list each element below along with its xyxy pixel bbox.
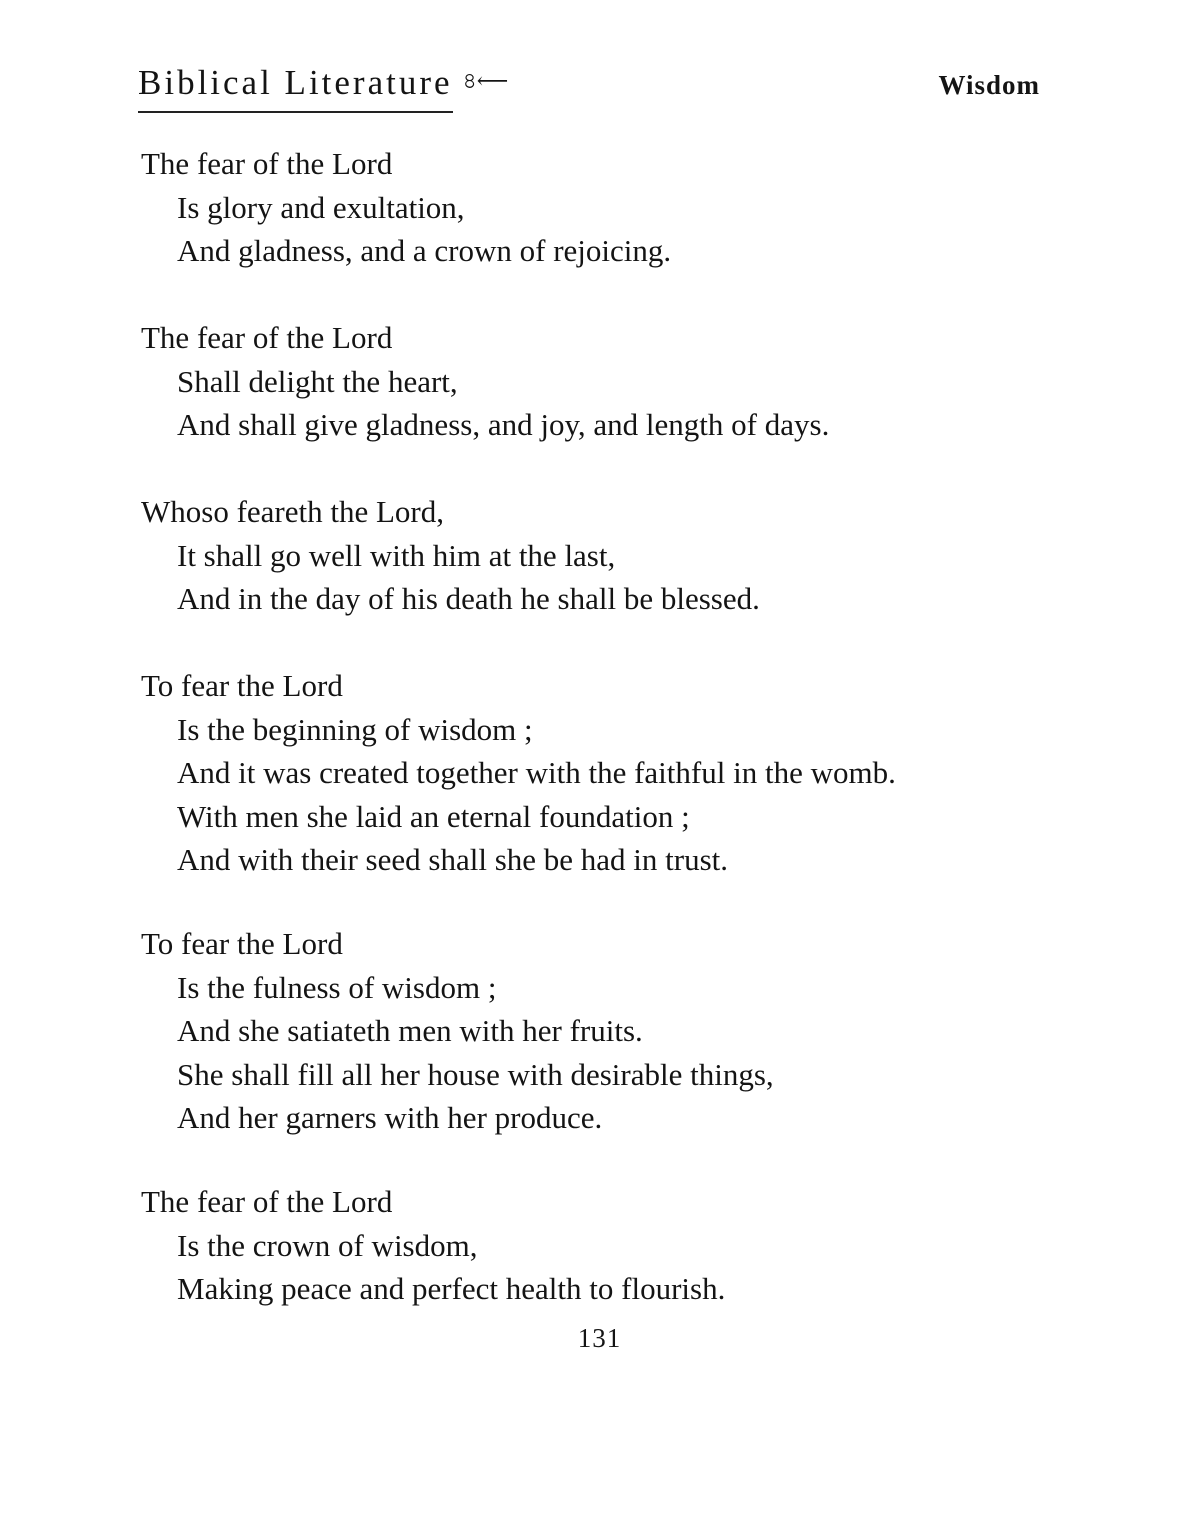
- poem-body: [141, 142, 1081, 1354]
- ornament-icon: ৪⟵: [462, 68, 509, 93]
- poem-line: And with their seed shall she be had in trust.: [177, 842, 729, 878]
- poem-line: Shall delight the heart,: [177, 363, 458, 399]
- stanza-lead-line: The fear of the Lord: [141, 320, 393, 355]
- stanza-lead-line: The fear of the Lord: [141, 146, 393, 181]
- stanza-lead-line: The fear of the Lord: [141, 1184, 393, 1219]
- poem-line: She shall fill all her house with desirable things,: [177, 1056, 774, 1092]
- stanza: [141, 316, 1081, 490]
- section-title: Wisdom: [938, 70, 1040, 100]
- running-header-left: [138, 64, 508, 113]
- poem-line: With men she laid an eternal foundation ;: [177, 798, 690, 834]
- stanza-lead-line: To fear the Lord: [141, 668, 343, 703]
- poem-line: Is the beginning of wisdom ;: [177, 711, 533, 747]
- poem-line: Is glory and exultation,: [177, 189, 465, 225]
- stanza: [141, 142, 1081, 316]
- poem-line: Making peace and perfect health to flourish.: [177, 1271, 726, 1307]
- poem-line: And gladness, and a crown of rejoicing.: [177, 233, 672, 269]
- poem-line: It shall go well with him at the last,: [177, 537, 616, 573]
- poem-line: Is the fulness of wisdom ;: [177, 969, 497, 1005]
- poem-line: Is the crown of wisdom,: [177, 1227, 478, 1263]
- poem-line: And it was created together with the faithful in the womb.: [177, 755, 896, 791]
- poem-line: And her garners with her produce.: [177, 1100, 603, 1136]
- stanza: [141, 922, 1081, 1180]
- poem-line: And in the day of his death he shall be blessed.: [177, 581, 760, 617]
- poem-line: And she satiateth men with her fruits.: [177, 1013, 643, 1049]
- poem-line: And shall give gladness, and joy, and length of days.: [177, 407, 830, 443]
- book-title: Biblical Literature: [138, 64, 453, 113]
- running-header: [138, 64, 1040, 124]
- stanza-lead-line: To fear the Lord: [141, 926, 343, 961]
- page-number: 131: [577, 1323, 622, 1353]
- stanza-lead-line: Whoso feareth the Lord,: [141, 494, 444, 529]
- stanza: [141, 664, 1081, 922]
- stanza: [141, 490, 1081, 664]
